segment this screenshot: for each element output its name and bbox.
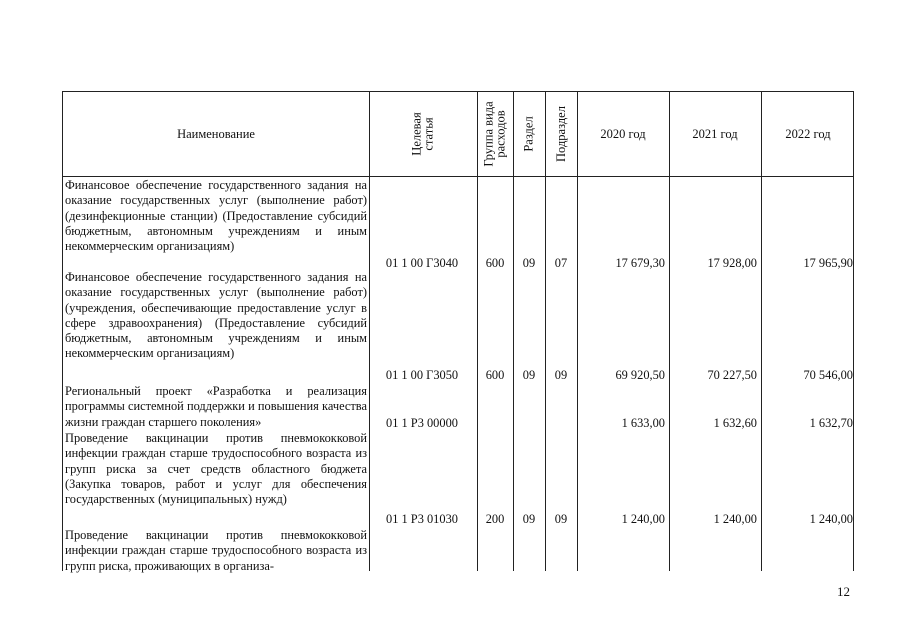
row-4-name: Проведение вакцинации против пневмококковой инфекции граждан старше трудоспособного возраста из групп риска за счет средств областного бюджета (Закупка товаров, работ и услуг для обеспечения государственных (муниципальных) нужд) <box>65 431 367 507</box>
row-2-subsection: 09 <box>554 368 568 382</box>
header-code-text <box>411 112 435 155</box>
row-1-code: 01 1 00 Г3040 <box>385 256 459 270</box>
row-1-2022: 17 965,90 <box>803 256 853 270</box>
header-name <box>63 92 369 176</box>
row-4-subsection: 09 <box>554 512 568 526</box>
header-code-line2: статья <box>422 117 436 151</box>
row-3-2022: 1 632,70 <box>809 416 853 430</box>
header-year-2021 <box>669 92 761 176</box>
header-year-2021-text: 2021 год <box>692 126 738 141</box>
header-subsection <box>545 92 577 176</box>
header-subsection-text: Подраздел <box>554 106 568 162</box>
row-2-2021: 70 227,50 <box>707 368 757 382</box>
row-2-2022: 70 546,00 <box>803 368 853 382</box>
row-2-group: 600 <box>485 368 505 382</box>
row-5-name: Проведение вакцинации против пневмококковой инфекции граждан старше трудоспособного возраста из групп риска, проживающих в организа- <box>65 528 367 573</box>
row-3-name: Региональный проект «Разработка и реализация программы системной поддержки и повышения качества жизни граждан старшего поколения» <box>65 384 367 429</box>
row-1-group: 600 <box>485 256 505 270</box>
row-3-2021: 1 632,60 <box>713 416 757 430</box>
row-1-section: 09 <box>522 256 536 270</box>
header-name-text: Наименование <box>177 126 255 141</box>
row-4-group: 200 <box>485 512 505 526</box>
row-2-code: 01 1 00 Г3050 <box>385 368 459 382</box>
row-1-name: Финансовое обеспечение государственного задания на оказание государственных услуг (выполнение работ) (дезинфекционные станции) (Предоставление субсидий бюджетным, автономным учреждениям и иным некоммерческим организациям) <box>65 178 367 254</box>
header-year-2022 <box>761 92 855 176</box>
row-4-2022: 1 240,00 <box>809 512 853 526</box>
row-1-2021: 17 928,00 <box>707 256 757 270</box>
row-1-2020: 17 679,30 <box>615 256 665 270</box>
row-2-name: Финансовое обеспечение государственного задания на оказание государственных услуг (выполнение работ) (учреждения, обеспечивающие предоставление услуг в сфере здравоохранения) (Предоставление субсидий бюджетным, автономным учреждениям и иным некоммерческим организациям) <box>65 270 367 361</box>
header-section <box>513 92 545 176</box>
budget-table <box>62 91 854 571</box>
header-year-2020-text: 2020 год <box>600 126 646 141</box>
header-group-text <box>483 101 507 166</box>
header-code-line1: Целевая <box>410 112 424 156</box>
row-4-section: 09 <box>522 512 536 526</box>
row-3-2020: 1 633,00 <box>621 416 665 430</box>
page-number: 12 <box>837 584 850 599</box>
row-4-2020: 1 240,00 <box>621 512 665 526</box>
row-3-code: 01 1 P3 00000 <box>386 416 458 430</box>
header-code <box>369 92 477 176</box>
row-1-subsection: 07 <box>554 256 568 270</box>
row-4-2021: 1 240,00 <box>713 512 757 526</box>
header-year-2020 <box>577 92 669 176</box>
header-section-text: Раздел <box>522 116 537 152</box>
row-4-code: 01 1 P3 01030 <box>386 512 458 526</box>
header-divider <box>63 176 853 177</box>
row-2-section: 09 <box>522 368 536 382</box>
header-group-line1: Группа вида <box>482 101 497 167</box>
header-group <box>477 92 513 176</box>
header-group-line2: расходов <box>494 110 509 158</box>
header-year-2022-text: 2022 год <box>785 126 831 141</box>
row-2-2020: 69 920,50 <box>615 368 665 382</box>
